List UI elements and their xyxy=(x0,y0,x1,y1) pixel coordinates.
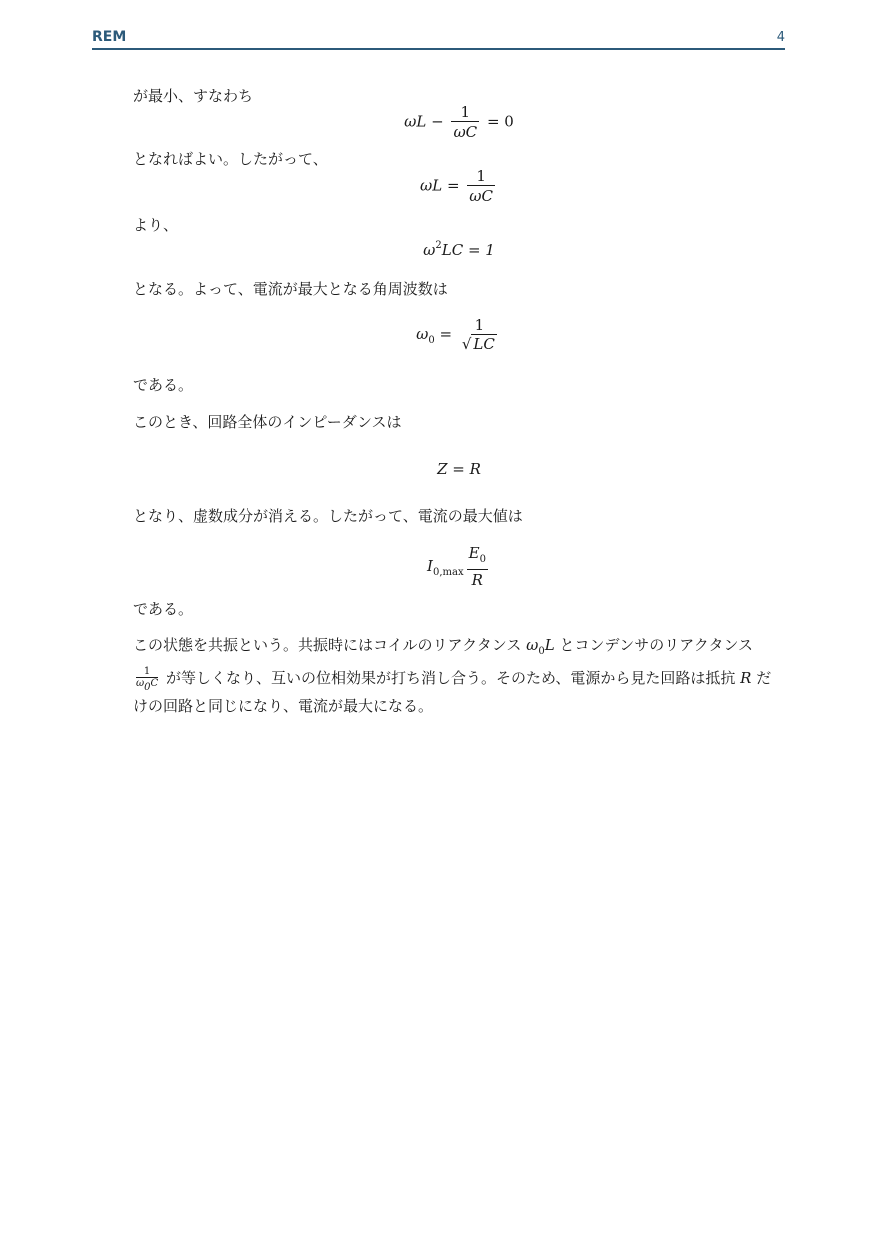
eq4-eq: = xyxy=(434,325,457,343)
eq6-base: I xyxy=(427,557,433,575)
eq6-fraction xyxy=(467,544,488,590)
eq2-lhs: ωL = xyxy=(419,176,465,195)
eq4-radicand: LC xyxy=(473,335,495,353)
eq1-fraction xyxy=(451,103,479,142)
eq1-den: ωC xyxy=(453,123,478,141)
sqrt-symbol: √ LC xyxy=(461,335,495,353)
page-header xyxy=(92,28,785,50)
eq4-omega: ω xyxy=(416,325,429,343)
equation-6 xyxy=(133,544,785,590)
eq1-lhs: ωL − xyxy=(404,112,449,131)
header-title: REM xyxy=(92,29,127,45)
p9-text-b: とコンデンサのリアクタンス xyxy=(559,636,754,654)
paragraph-4: となる。よって、電流が最大となる角周波数は xyxy=(133,280,448,298)
equation-1 xyxy=(133,103,785,142)
eq1-rhs: = 0 xyxy=(482,112,514,131)
eq1-num: 1 xyxy=(460,103,471,121)
equation-4 xyxy=(133,316,785,354)
eq3-exponent: 2 xyxy=(435,240,442,251)
paragraph-2: となればよい。したがって、 xyxy=(133,150,328,168)
eq6-num-sub: 0 xyxy=(479,554,486,565)
eq4-num: 1 xyxy=(474,316,485,334)
paragraph-5: である。 xyxy=(133,376,194,394)
eq6-sub: 0,max xyxy=(432,567,464,578)
paragraph-9 xyxy=(133,632,785,719)
equation-5: Z = R xyxy=(437,460,481,478)
equation-3 xyxy=(133,240,785,259)
p9-text-d: だけの回路と同じになり、電流が最大になる。 xyxy=(133,669,772,715)
paragraph-3: より、 xyxy=(133,216,179,234)
paragraph-1: が最小、すなわち xyxy=(133,87,254,105)
eq2-den: ωC xyxy=(469,187,493,205)
p9-text-a: この状態を共振という。共振時にはコイルのリアクタンス xyxy=(133,636,522,654)
equation-2 xyxy=(133,167,785,206)
eq2-num: 1 xyxy=(476,167,486,185)
eq3-rest: LC = 1 xyxy=(441,241,495,259)
paragraph-7: となり、虚数成分が消える。したがって、電流の最大値は xyxy=(133,507,523,525)
eq4-fraction xyxy=(460,316,499,354)
inline-omega-L: $\omega_0L$ xyxy=(526,636,555,657)
eq4-sub: 0 xyxy=(428,335,435,346)
paragraph-8: である。 xyxy=(133,600,194,618)
paragraph-6: このとき、回路全体のインピーダンスは xyxy=(133,413,402,431)
eq6-num-base: E xyxy=(468,544,480,562)
eq3-omega: ω xyxy=(423,241,436,259)
eq6-den: R xyxy=(467,569,488,590)
page-number: 4 xyxy=(776,30,785,45)
p9-text-c: が等しくなり、互いの位相効果が打ち消し合う。そのため、電源から見た回路は抵抗 xyxy=(165,669,736,687)
inline-R: R xyxy=(740,669,752,687)
inline-reactance-fraction: $\frac{1}{\omega 0C}$ xyxy=(136,665,159,693)
eq2-fraction xyxy=(467,167,495,206)
